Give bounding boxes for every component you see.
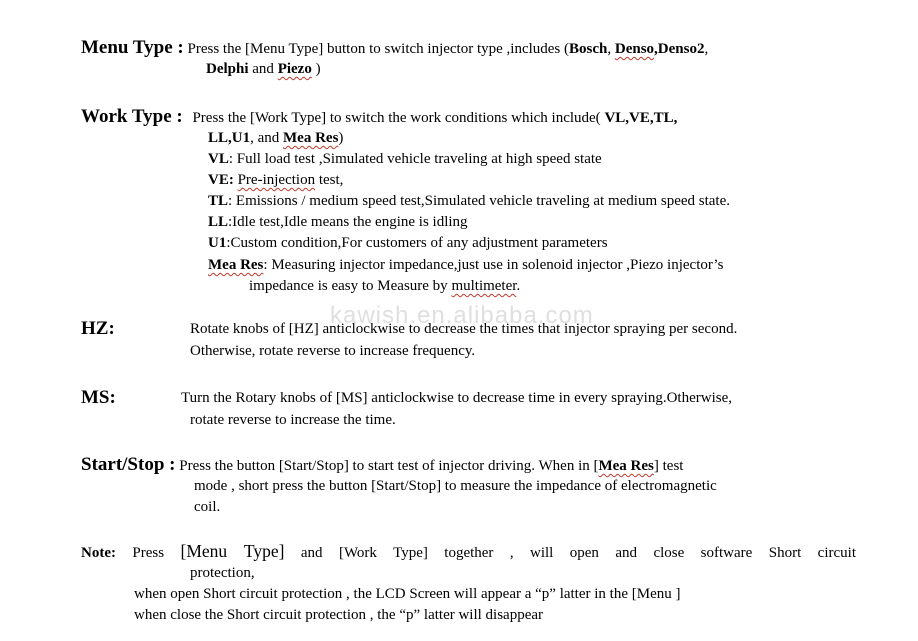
work-type-ll: LL:Idle test,Idle means the engine is idling: [208, 214, 468, 230]
menu-type-title: Menu Type :: [81, 37, 184, 58]
note-line-2: protection,: [190, 565, 255, 581]
work-type-ve: VE: Pre-injection test,: [208, 172, 344, 188]
work-type-mea-res-2: impedance is easy to Measure by multimeter.: [249, 278, 521, 294]
hz-line-1: Rotate knobs of [HZ] anticlockwise to decrease the times that injector spraying per second.: [190, 321, 738, 337]
work-type-vl: VL: Full load test ,Simulated vehicle traveling at high speed state: [208, 151, 602, 167]
hz-line-2: Otherwise, rotate reverse to increase frequency.: [190, 343, 476, 359]
note-line-4: when close the Short circuit protection , the “p” latter will disappear: [134, 607, 544, 623]
ms-line-2: rotate reverse to increase the time.: [190, 412, 396, 428]
work-type-u1: U1:Custom condition,For customers of any adjustment parameters: [208, 235, 608, 251]
work-type-line-2: LL,U1, and Mea Res): [208, 130, 344, 146]
start-stop-title: Start/Stop :: [81, 454, 176, 475]
work-type-title: Work Type :: [81, 106, 183, 127]
start-stop-line-2: mode , short press the button [Start/Stop] to measure the impedance of electromagnetic: [194, 478, 717, 494]
start-stop-line-3: coil.: [194, 499, 221, 515]
ms-title: MS:: [81, 387, 116, 408]
work-type-mea-res: Mea Res: Measuring injector impedance,just use in solenoid injector ,Piezo injector’s: [208, 257, 724, 273]
note-title: Note:: [81, 545, 116, 561]
work-type-line-1: Work Type : Press the [Work Type] to switch the work conditions which include( VL,VE,TL,: [81, 106, 678, 127]
menu-type-line-2: Delphi and Piezo ): [206, 61, 321, 77]
note-line-1: Note: Press [Menu Type] and [Work Type] together , will open and close software Short circuit: [81, 541, 856, 561]
menu-type-line-1: Menu Type : Press the [Menu Type] button to switch injector type ,includes (Bosch, Denso,Denso2,: [81, 37, 709, 58]
note-line-3: when open Short circuit protection , the LCD Screen will appear a “p” latter in the [Menu ]: [134, 586, 681, 602]
ms-line-1: Turn the Rotary knobs of [MS] anticlockwise to decrease time in every spraying.Otherwise,: [181, 390, 732, 406]
work-type-tl: TL: Emissions / medium speed test,Simulated vehicle traveling at medium speed state.: [208, 193, 730, 209]
hz-title: HZ:: [81, 318, 115, 339]
watermark: kawish.en.alibaba.com: [330, 302, 594, 329]
start-stop-line-1: Start/Stop : Press the button [Start/Stop] to start test of injector driving. When in [Mea Res] test: [81, 454, 684, 475]
